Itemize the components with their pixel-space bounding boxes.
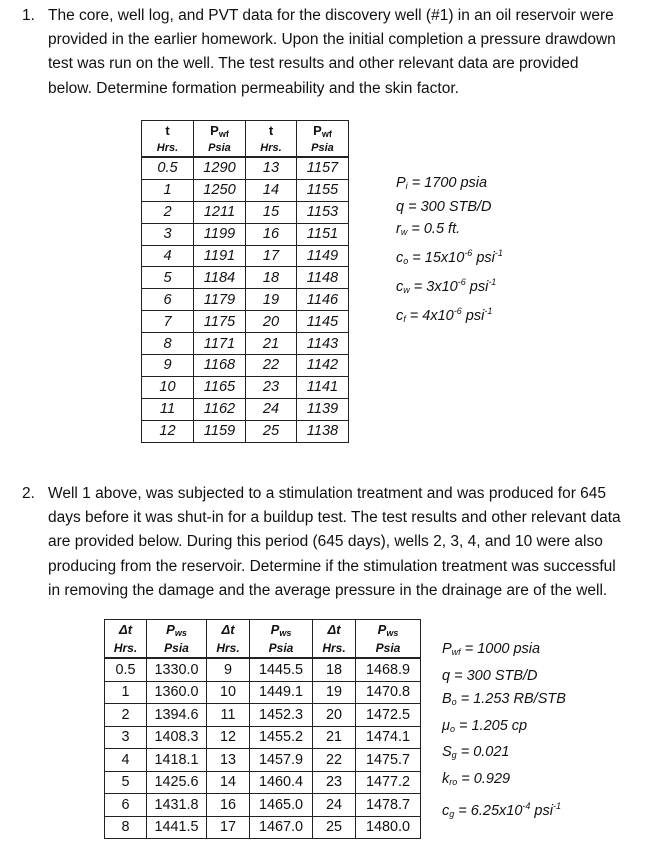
table-cell: 17 <box>246 245 297 267</box>
table-cell: 1184 <box>194 267 246 289</box>
table-cell: 19 <box>246 289 297 311</box>
table-cell: 1460.4 <box>250 771 313 794</box>
table-row <box>105 771 421 794</box>
problem-1-line: provided in the earlier homework. Upon the initial completion a pressure drawdown <box>48 31 616 49</box>
unit-cell: Psia <box>356 639 421 658</box>
table-cell: 20 <box>313 704 356 727</box>
table-cell: 4 <box>105 749 147 772</box>
table-row <box>142 223 349 245</box>
buildup-table <box>104 619 421 839</box>
table-cell: 1431.8 <box>147 794 207 817</box>
table-cell: 1477.2 <box>356 771 421 794</box>
parameter-rest: = 6.25x10 <box>454 802 523 819</box>
table-row <box>142 201 349 223</box>
table-cell: 23 <box>313 771 356 794</box>
parameter-line <box>442 688 566 715</box>
table-cell: 18 <box>313 658 356 681</box>
table-cell: 1452.3 <box>250 704 313 727</box>
table-cell: 1151 <box>297 223 349 245</box>
parameter-sym: P <box>442 641 452 657</box>
parameter-rest: = 300 STB/D <box>404 199 492 216</box>
problem-2-line: Well 1 above, was subjected to a stimulation treatment and was produced for 645 <box>48 485 607 502</box>
parameter-sym: B <box>442 691 452 708</box>
table-cell: 18 <box>246 267 297 289</box>
table-cell: 1199 <box>194 223 246 245</box>
col-header-pws: $P_{ws}$ <box>250 620 313 640</box>
table-cell: 1159 <box>194 420 246 442</box>
parameter-line <box>442 715 566 742</box>
table-cell: 1470.8 <box>356 681 421 704</box>
table-cell: 13 <box>207 749 250 772</box>
header-row <box>142 121 349 141</box>
table-row <box>142 333 349 355</box>
table-cell: 1468.9 <box>356 658 421 681</box>
table-row <box>142 245 349 267</box>
table-cell: 16 <box>246 223 297 245</box>
table-cell: 17 <box>207 816 250 839</box>
table-cell: 2 <box>142 201 194 223</box>
unit-cell: Psia <box>194 140 246 157</box>
table-cell: 5 <box>105 771 147 794</box>
problem-1-parameters <box>396 173 503 331</box>
parameter-line <box>396 173 503 197</box>
problem-1-line: The core, well log, and PVT data for the discovery well (#1) in an oil reservoir were <box>48 7 614 24</box>
table-cell: 14 <box>207 771 250 794</box>
parameter-sup: -6 <box>453 306 462 317</box>
table-cell: 8 <box>142 333 194 355</box>
table-cell: 1330.0 <box>147 658 207 681</box>
parameter-line <box>396 272 503 301</box>
table-cell: 1 <box>105 681 147 704</box>
table-cell: 23 <box>246 376 297 398</box>
table-row <box>105 794 421 817</box>
unit-cell: Hrs. <box>207 639 250 658</box>
col-header-t: t <box>246 121 297 141</box>
parameter-line <box>396 197 503 218</box>
table-row <box>105 681 421 704</box>
table-cell: 24 <box>246 398 297 420</box>
parameter-sub: o <box>451 697 457 708</box>
parameter-rest: = 3x10 <box>409 279 458 296</box>
table-cell: 11 <box>142 398 194 420</box>
drawdown-table-body <box>142 157 349 442</box>
table-cell: 1475.7 <box>356 749 421 772</box>
parameter-sym: P <box>396 175 406 191</box>
parameter-line <box>442 741 566 768</box>
table-cell: 22 <box>313 749 356 772</box>
table-cell: 1153 <box>297 201 349 223</box>
table-cell: 16 <box>207 794 250 817</box>
table-cell: 1441.5 <box>147 816 207 839</box>
parameter-sym: q <box>396 199 405 216</box>
parameter-line <box>396 301 503 330</box>
parameter-rest: = 300 STB/D <box>450 667 538 684</box>
buildup-table-body <box>105 658 421 839</box>
table-cell: 4 <box>142 245 194 267</box>
table-cell: 9 <box>207 658 250 681</box>
table-cell: 14 <box>246 179 297 201</box>
table-cell: 1455.2 <box>250 726 313 749</box>
parameter-line <box>442 638 566 665</box>
parameter-sup2: -1 <box>488 277 497 288</box>
table-cell: 1457.9 <box>250 749 313 772</box>
table-cell: 1290 <box>194 157 246 179</box>
parameter-sym: S <box>442 744 452 761</box>
parameter-rest: = 0.021 <box>456 744 510 761</box>
parameter-rest: = 0.5 ft. <box>407 220 461 237</box>
table-cell: 9 <box>142 355 194 377</box>
parameter-sym: c <box>442 802 450 819</box>
col-header-dt: Δt <box>313 620 356 640</box>
table-row <box>105 704 421 727</box>
table-cell: 15 <box>246 201 297 223</box>
parameter-sup: -6 <box>457 277 466 288</box>
table-cell: 10 <box>142 376 194 398</box>
table-cell: 11 <box>207 704 250 727</box>
table-cell: 3 <box>105 726 147 749</box>
table-cell: 1191 <box>194 245 246 267</box>
table-cell: 1425.6 <box>147 771 207 794</box>
table-cell: 1179 <box>194 289 246 311</box>
table-cell: 1165 <box>194 376 246 398</box>
table-cell: 1478.7 <box>356 794 421 817</box>
table-cell: 6 <box>142 289 194 311</box>
col-header-dt: Δt <box>105 620 147 640</box>
units-row <box>105 639 421 658</box>
table-cell: 24 <box>313 794 356 817</box>
table-cell: 1141 <box>297 376 349 398</box>
table-cell: 1138 <box>297 420 349 442</box>
parameter-sub: i <box>405 181 408 191</box>
table-cell: 1155 <box>297 179 349 201</box>
problem-1-number: 1. <box>22 7 35 24</box>
table-row <box>105 726 421 749</box>
problem-1-text <box>22 4 616 101</box>
table-cell: 22 <box>246 355 297 377</box>
table-cell: 1146 <box>297 289 349 311</box>
table-cell: 3 <box>142 223 194 245</box>
unit-cell: Hrs. <box>246 140 297 157</box>
table-cell: 1171 <box>194 333 246 355</box>
table-row <box>142 289 349 311</box>
table-cell: 1418.1 <box>147 749 207 772</box>
table-row <box>142 398 349 420</box>
table-cell: 0.5 <box>142 157 194 179</box>
table-row <box>105 816 421 839</box>
table-cell: 1467.0 <box>250 816 313 839</box>
col-header-dt: Δt <box>207 620 250 640</box>
table-cell: 19 <box>313 681 356 704</box>
parameter-sub: o <box>449 723 455 734</box>
header-row <box>105 620 421 640</box>
parameter-rest: = 1.253 RB/STB <box>456 691 566 708</box>
parameter-after: psi <box>465 279 489 296</box>
parameter-rest: = 0.929 <box>457 770 511 787</box>
table-cell: 1394.6 <box>147 704 207 727</box>
parameter-sub: o <box>403 255 409 266</box>
table-cell: 25 <box>246 420 297 442</box>
table-row <box>105 658 421 681</box>
parameter-line <box>442 795 566 827</box>
table-cell: 20 <box>246 311 297 333</box>
parameter-sub: wf <box>451 647 461 657</box>
problem-1-line: test was run on the well. The test results and other relevant data are provided <box>48 55 579 73</box>
problem-2-text <box>22 482 621 603</box>
table-cell: 13 <box>246 157 297 179</box>
unit-cell: Psia <box>297 140 349 157</box>
table-cell: 1168 <box>194 355 246 377</box>
parameter-line <box>396 243 503 272</box>
parameter-sub: ro <box>449 776 458 787</box>
table-row <box>105 749 421 772</box>
parameter-sym: c <box>396 308 404 325</box>
table-cell: 1250 <box>194 179 246 201</box>
problem-2-line: days before it was shut-in for a buildup test. The test results and other relevant data <box>48 509 621 527</box>
parameter-sym: r <box>396 220 401 237</box>
parameter-sym: μ <box>442 717 450 734</box>
table-cell: 0.5 <box>105 658 147 681</box>
unit-cell: Hrs. <box>142 140 194 157</box>
table-cell: 21 <box>246 333 297 355</box>
table-cell: 1148 <box>297 267 349 289</box>
parameter-rest: = 4x10 <box>405 308 454 325</box>
problem-2-parameters <box>442 638 566 826</box>
parameter-line <box>442 665 566 689</box>
col-header-pws: $P_{ws}$ <box>147 620 207 640</box>
table-cell: 1 <box>142 179 194 201</box>
problem-2-line: are provided below. During this period (645 days), wells 2, 3, 4, and 10 were also <box>48 533 603 551</box>
parameter-sub: g <box>449 808 455 819</box>
col-header-pwf: $P_{wf}$ <box>297 121 349 141</box>
problem-2-number: 2. <box>22 485 35 502</box>
table-row <box>142 179 349 201</box>
parameter-sym: c <box>396 249 404 266</box>
parameter-sup2: -1 <box>484 306 493 317</box>
unit-cell: Psia <box>250 639 313 658</box>
table-cell: 1211 <box>194 201 246 223</box>
drawdown-table <box>141 120 349 443</box>
table-cell: 1145 <box>297 311 349 333</box>
parameter-sub: w <box>403 285 410 296</box>
parameter-rest: = 1700 psia <box>407 175 488 191</box>
table-row <box>142 311 349 333</box>
col-header-pwf: $P_{wf}$ <box>194 121 246 141</box>
table-cell: 1143 <box>297 333 349 355</box>
table-cell: 1480.0 <box>356 816 421 839</box>
table-cell: 12 <box>207 726 250 749</box>
parameter-sym: c <box>396 279 404 296</box>
table-row <box>142 355 349 377</box>
table-cell: 1474.1 <box>356 726 421 749</box>
table-cell: 1445.5 <box>250 658 313 681</box>
col-header-t: t <box>142 121 194 141</box>
parameter-rest: = 1.205 cp <box>454 717 528 734</box>
problem-2-line: in removing the damage and the average pressure in the drainage are of the well. <box>48 581 608 599</box>
parameter-sub: f <box>403 314 406 325</box>
parameter-rest: = 1000 psia <box>460 641 541 657</box>
units-row <box>142 140 349 157</box>
table-cell: 21 <box>313 726 356 749</box>
parameter-sym: q <box>442 667 451 684</box>
table-cell: 10 <box>207 681 250 704</box>
parameter-after: psi <box>530 802 553 819</box>
table-cell: 7 <box>142 311 194 333</box>
parameter-after: psi <box>472 249 495 266</box>
table-row <box>142 376 349 398</box>
table-cell: 1175 <box>194 311 246 333</box>
problem-2-line: producing from the reservoir. Determine if the stimulation treatment was successful <box>48 557 616 575</box>
parameter-rest: = 15x10 <box>408 249 465 266</box>
parameter-sup: -4 <box>522 800 531 811</box>
table-cell: 1465.0 <box>250 794 313 817</box>
parameter-sup2: -1 <box>552 800 561 811</box>
table-cell: 1449.1 <box>250 681 313 704</box>
table-row <box>142 157 349 179</box>
parameter-sub: g <box>451 750 457 761</box>
table-cell: 6 <box>105 794 147 817</box>
parameter-sup: -6 <box>464 247 473 258</box>
table-cell: 2 <box>105 704 147 727</box>
table-row <box>142 267 349 289</box>
table-cell: 1472.5 <box>356 704 421 727</box>
table-cell: 1149 <box>297 245 349 267</box>
parameter-after: psi <box>461 308 485 325</box>
table-cell: 1162 <box>194 398 246 420</box>
table-row <box>142 420 349 442</box>
col-header-pws: $P_{ws}$ <box>356 620 421 640</box>
parameter-sup2: -1 <box>494 247 503 258</box>
table-cell: 5 <box>142 267 194 289</box>
table-cell: 8 <box>105 816 147 839</box>
unit-cell: Hrs. <box>313 639 356 658</box>
parameter-line <box>396 219 503 243</box>
problem-1-line: below. Determine formation permeability and the skin factor. <box>48 79 459 97</box>
table-cell: 25 <box>313 816 356 839</box>
parameter-sub: w <box>400 226 408 237</box>
table-cell: 1408.3 <box>147 726 207 749</box>
table-cell: 1360.0 <box>147 681 207 704</box>
parameter-sym: k <box>442 770 450 787</box>
parameter-line <box>442 768 566 795</box>
unit-cell: Hrs. <box>105 639 147 658</box>
table-cell: 1157 <box>297 157 349 179</box>
table-cell: 1142 <box>297 355 349 377</box>
table-cell: 12 <box>142 420 194 442</box>
table-cell: 1139 <box>297 398 349 420</box>
unit-cell: Psia <box>147 639 207 658</box>
